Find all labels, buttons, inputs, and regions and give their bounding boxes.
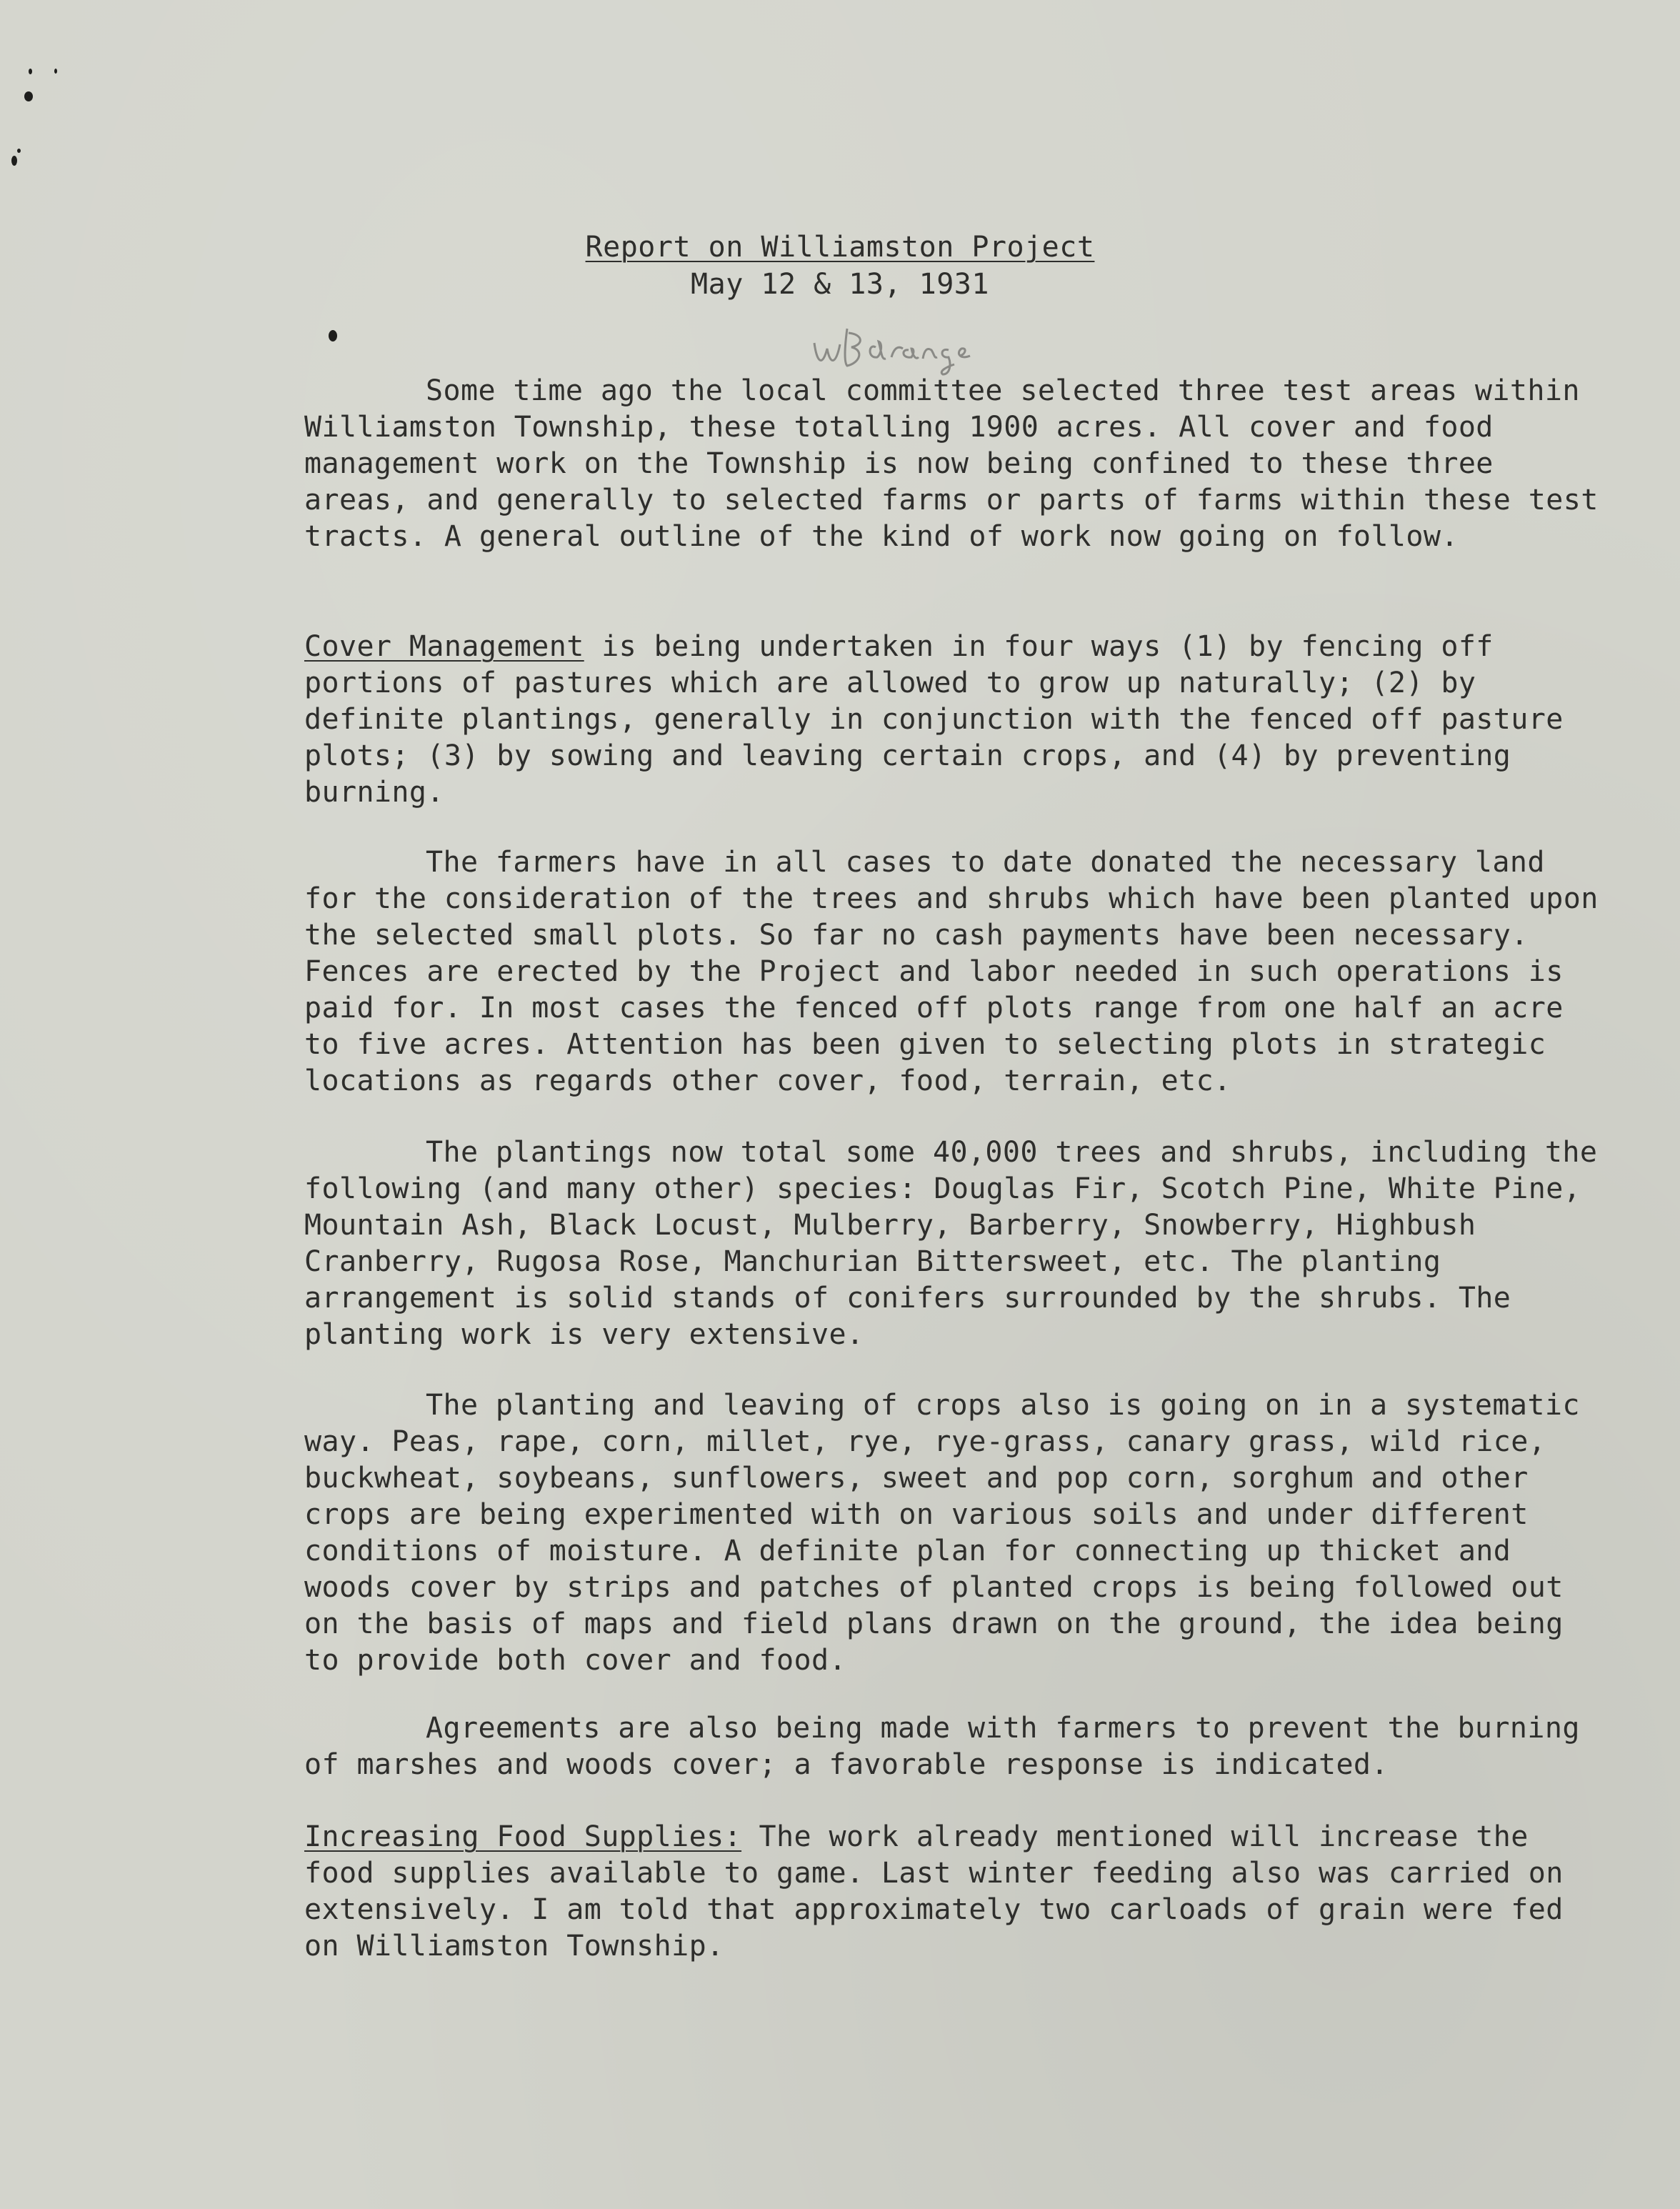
paragraph-intro bbox=[304, 373, 1604, 555]
paragraph-crops bbox=[304, 1387, 1604, 1679]
paragraph-text: is being undertaken in four ways (1) by fencing off portions of pastures which are allowed to grow up naturally; (2) by definite plantings, generally in conjunction with the fenced off pasture plots; (3) by sowing and leaving certain crops, and (4) by preventing burning. bbox=[304, 630, 1564, 809]
ink-speck bbox=[24, 91, 33, 101]
paragraph-text: Some time ago the local committee selected three test areas within Williamston Township, these totalling 1900 acres. All cover and food management work on the Township is now being confined to these three areas, and generally to selected farms or parts of farms within these test tracts. A general outline of the kind of work now going on follow. bbox=[304, 374, 1599, 553]
paragraph-plantings bbox=[304, 1135, 1604, 1353]
paragraph-food-supplies bbox=[304, 1819, 1604, 1965]
section-heading-cover-management: Cover Management bbox=[304, 630, 584, 663]
page-title: Report on Williamston Project bbox=[585, 231, 1095, 264]
section-heading-food-supplies: Increasing Food Supplies: bbox=[304, 1820, 742, 1853]
ink-speck bbox=[329, 330, 337, 341]
ink-speck bbox=[29, 69, 32, 74]
title-block bbox=[0, 229, 1680, 303]
ink-speck bbox=[11, 156, 17, 166]
paragraph-text: The work already mentioned will increase the food supplies available to game. Last winter feeding also was carried on extensively. I am told that approximately two carloads of grain were fed on Williamston Township. bbox=[304, 1820, 1564, 1963]
paragraph-text: Agreements are also being made with farmers to prevent the burning of marshes and woods cover; a favorable response is indicated. bbox=[304, 1712, 1580, 1781]
ink-speck bbox=[54, 69, 57, 74]
handwritten-signature bbox=[807, 314, 1064, 379]
ink-speck bbox=[17, 149, 21, 153]
paragraph-text: The plantings now total some 40,000 trees and shrubs, including the following (and many other) species: Douglas Fir, Scotch Pine, White Pine, Mountain Ash, Black Locust, Mulberry, Barberry, Snowberry, Highbush Cranberry, Rugosa Rose, Manchurian Bittersweet, etc. The planting arrangement is solid stands of conifers surrounded by the shrubs. The planting work is very extensive. bbox=[304, 1136, 1598, 1351]
paragraph-cover-management bbox=[304, 629, 1604, 811]
paragraph-farmers bbox=[304, 844, 1604, 1099]
paragraph-text: The farmers have in all cases to date donated the necessary land for the consideration of the trees and shrubs which have been planted upon the selected small plots. So far no cash payments have been necessary. Fences are erected by the Project and labor needed in such operations is paid for. In most cases the fenced off plots range from one half an acre to five acres. Attention has been given to selecting plots in strategic locations as regards other cover, food, terrain, etc. bbox=[304, 846, 1599, 1097]
paragraph-text: The planting and leaving of crops also is going on in a systematic way. Peas, rape, corn, millet, rye, rye-grass, canary grass, wild rice, buckwheat, soybeans, sunflowers, sweet and pop corn, sorghum and other crops are being experimented with on various soils and under different conditions of moisture. A definite plan for connecting up thicket and woods cover by strips and patches of planted crops is being followed out on the basis of maps and field plans drawn on the ground, the idea being to provide both cover and food. bbox=[304, 1389, 1580, 1677]
report-date: May 12 & 13, 1931 bbox=[691, 268, 989, 301]
paragraph-agreements bbox=[304, 1710, 1604, 1783]
